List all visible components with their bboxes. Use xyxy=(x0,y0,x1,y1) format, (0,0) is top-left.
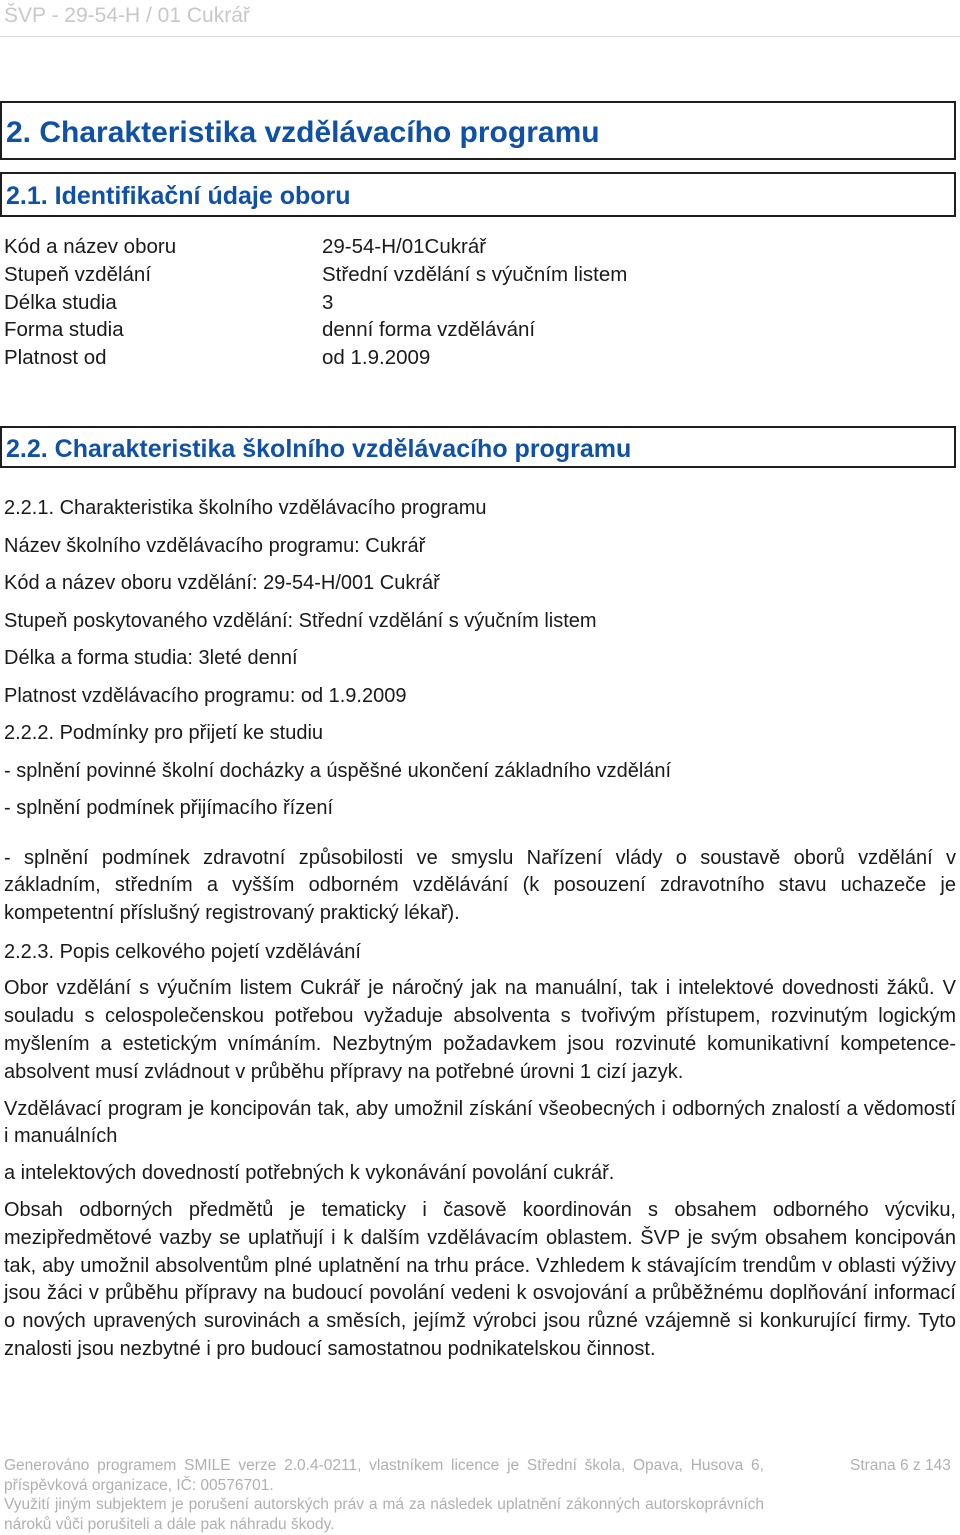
admission-item: - splnění podmínek přijímacího řízení xyxy=(4,797,334,819)
concept-paragraph: a intelektových dovedností potřebných k vykonávání povolání cukrář. xyxy=(4,1162,615,1185)
admission-health-paragraph: - splnění podmínek zdravotní způsobilosti ve smyslu Nařízení vlády o soustavě oborů vzdělání v základním, středním a vyšším odborném vzdělávání (k posouzení zdravotního stavu uchazeče je kompetentní příslušný registrovaný praktický lékař). xyxy=(4,846,956,925)
page-footer xyxy=(4,1456,956,1534)
subsection-heading: 2.2.3. Popis celkového pojetí vzdělávání xyxy=(4,940,361,963)
concept-paragraph: Obsah odborných předmětů je tematicky i časově koordinován s obsahem odborného výcviku, mezipředmětové vazby se uplatňují i k dalším vzdělávacím oblastem. ŠVP je svým obsahem koncipován tak, aby umožnil absolventům plné uplatnění na trhu práce. Vzhledem k stávajícím trendům v oblasti výživy jsou žáci v průběhu přípravy na budoucí povolání vedeni k osvojování a průběžnému doplňování informací o nových upravených surovinách a směsích, jejímž výrobci jsou různé vzájemně si konkurující firmy. Tyto znalosti jsou nezbytné i pro budoucí samostatnou podnikatelskou činnost. xyxy=(4,1198,956,1360)
id-label: Platnost od xyxy=(4,346,107,370)
chapter-title: 2. Charakteristika vzdělávacího programu xyxy=(0,101,956,160)
id-value: Střední vzdělání s výučním listem xyxy=(322,262,628,286)
section-title-identification: 2.1. Identifikační údaje oboru xyxy=(0,172,956,217)
id-value: denní forma vzdělávání xyxy=(322,318,536,342)
section-title-characteristics: 2.2. Charakteristika školního vzdělávacího programu xyxy=(0,426,956,468)
page-header: ŠVP - 29-54-H / 01 Cukrář xyxy=(4,4,250,27)
id-value: 3 xyxy=(322,290,334,314)
footer-legal: Využití jiným subjektem je porušení autorských práv a má za následek uplatnění zákonných autorskoprávních nároků vůči porušiteli a dále pak náhradu škody. xyxy=(4,1496,764,1533)
admission-item: - splnění povinné školní docházky a úspěšné ukončení základního vzdělání xyxy=(4,759,672,782)
program-info-line: Délka a forma studia: 3leté denní xyxy=(4,647,298,669)
program-info-line: Název školního vzdělávacího programu: Cukrář xyxy=(4,534,426,557)
page-number: Strana 6 z 143 xyxy=(850,1457,951,1474)
header-divider xyxy=(0,36,960,37)
concept-paragraph: Vzdělávací program je koncipován tak, aby umožnil získání všeobecných i odborných znalostí a vědomostí i manuálních xyxy=(4,1097,956,1148)
id-label: Stupeň vzdělání xyxy=(4,262,152,286)
subsection-heading: 2.2.1. Charakteristika školního vzdělávacího programu xyxy=(4,497,487,519)
section-body xyxy=(4,494,956,1364)
id-label: Kód a název oboru xyxy=(4,235,177,258)
footer-generated: Generováno programem SMILE verze 2.0.4-0211, vlastníkem licence je Střední škola, Opava, Husova 6, příspěvková organizace, IČ: 00576701. xyxy=(4,1457,764,1494)
id-value: 29-54-H/01Cukrář xyxy=(322,235,487,258)
concept-paragraph: Obor vzdělání s výučním listem Cukrář je náročný jak na manuální, tak i intelektové dovednosti žáků. V souladu s celospolečenskou potřebou vyžaduje absolventa s tvořivým přístupem, rozvinutým logickým myšlením a estetickým vnímáním. Nezbytným požadavkem jsou rozvinuté komunikativní kompetence- absolvent musí zvládnout v průběhu přípravy na potřebné úrovni 1 cizí jazyk. xyxy=(4,977,956,1083)
program-info-line: Stupeň poskytovaného vzdělání: Střední vzdělání s výučním listem xyxy=(4,609,597,632)
program-info-line: Kód a název oboru vzdělání: 29-54-H/001 Cukrář xyxy=(4,572,440,594)
id-value: od 1.9.2009 xyxy=(322,346,431,370)
subsection-heading: 2.2.2. Podmínky pro přijetí ke studiu xyxy=(4,722,324,744)
program-info-line: Platnost vzdělávacího programu: od 1.9.2009 xyxy=(4,684,407,707)
id-label: Délka studia xyxy=(4,290,117,314)
id-label: Forma studia xyxy=(4,318,124,342)
